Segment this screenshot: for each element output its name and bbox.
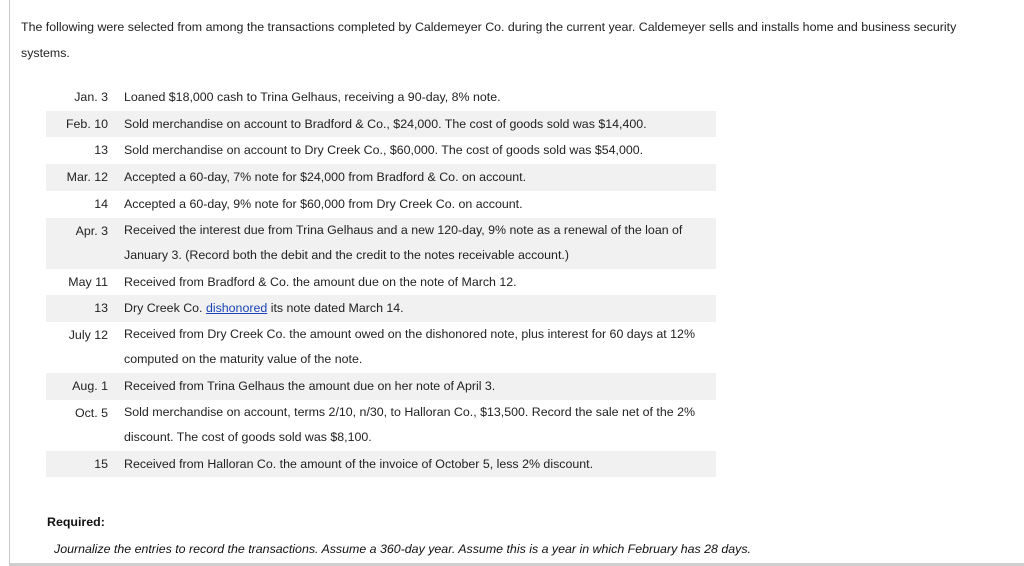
table-row: [46, 218, 716, 269]
transaction-description: Accepted a 60-day, 9% note for $60,000 from Dry Creek Co. on account.: [124, 196, 523, 211]
table-row: [46, 295, 716, 322]
table-row: [46, 164, 716, 191]
transaction-date: Aug. 1: [46, 373, 124, 400]
transaction-description: Loaned $18,000 cash to Trina Gelhaus, receiving a 90-day, 8% note.: [124, 90, 501, 104]
dishonored-text-before: Dry Creek Co.: [124, 301, 206, 316]
transaction-date: Jan. 3: [74, 90, 108, 104]
table-row: [46, 84, 716, 111]
transaction-date: Mar. 12: [46, 164, 124, 191]
dishonored-text-after: its note dated March 14.: [267, 301, 404, 316]
table-row: [46, 137, 716, 164]
transaction-date: Oct. 5: [74, 405, 108, 420]
transaction-date: 13: [46, 295, 124, 322]
transaction-date: July 12: [68, 327, 108, 342]
dishonored-glossary-link[interactable]: dishonored: [205, 301, 268, 316]
transactions-table: [46, 84, 716, 477]
transaction-description: Sold merchandise on account, terms 2/10, n/30, to Halloran Co., $13,500. Record the sale net of the 2% discount. The cost of goods sold was $8,100.: [124, 404, 695, 445]
transaction-date: May 11: [68, 274, 108, 289]
transaction-description: Sold merchandise on account to Bradford & Co., $24,000. The cost of goods sold was $14,400.: [124, 111, 716, 138]
table-row: [46, 451, 716, 478]
transaction-date: Feb. 10: [46, 111, 124, 138]
required-instructions: Journalize the entries to record the transactions. Assume a 360-day year. Assume this is a year in which February has 28 days.: [54, 542, 751, 556]
transaction-description: Received from Dry Creek Co. the amount owed on the dishonored note, plus interest for 60 days at 12% computed on the maturity value of the note.: [124, 326, 695, 367]
transaction-description: Received from Trina Gelhaus the amount due on her note of April 3.: [124, 373, 716, 400]
transaction-description: Received from Halloran Co. the amount of the invoice of October 5, less 2% discount.: [124, 451, 716, 478]
table-row: [46, 322, 716, 373]
transaction-description: Accepted a 60-day, 7% note for $24,000 from Bradford & Co. on account.: [124, 164, 716, 191]
transaction-description: Received the interest due from Trina Gelhaus and a new 120-day, 9% note as a renewal of the loan of January 3. (Record both the debit and the credit to the notes receivable account.): [124, 218, 716, 269]
transaction-date: 15: [46, 451, 124, 478]
table-row: [46, 373, 716, 400]
transaction-date: Apr. 3: [46, 218, 124, 269]
table-row: [46, 191, 716, 218]
required-heading: Required:: [47, 515, 105, 529]
transaction-description: Received from Bradford & Co. the amount due on the note of March 12.: [124, 274, 517, 289]
transaction-date: 14: [94, 196, 108, 211]
table-row: [46, 269, 716, 296]
transaction-date: 13: [94, 143, 108, 158]
table-row: [46, 111, 716, 138]
transaction-description: Sold merchandise on account to Dry Creek Co., $60,000. The cost of goods sold was $54,000.: [124, 143, 644, 158]
intro-paragraph: The following were selected from among the transactions completed by Caldemeyer Co. during the current year. Caldemeyer sells and installs home and business security systems.: [21, 20, 957, 60]
transaction-description: [124, 295, 716, 322]
table-row: [46, 400, 716, 451]
